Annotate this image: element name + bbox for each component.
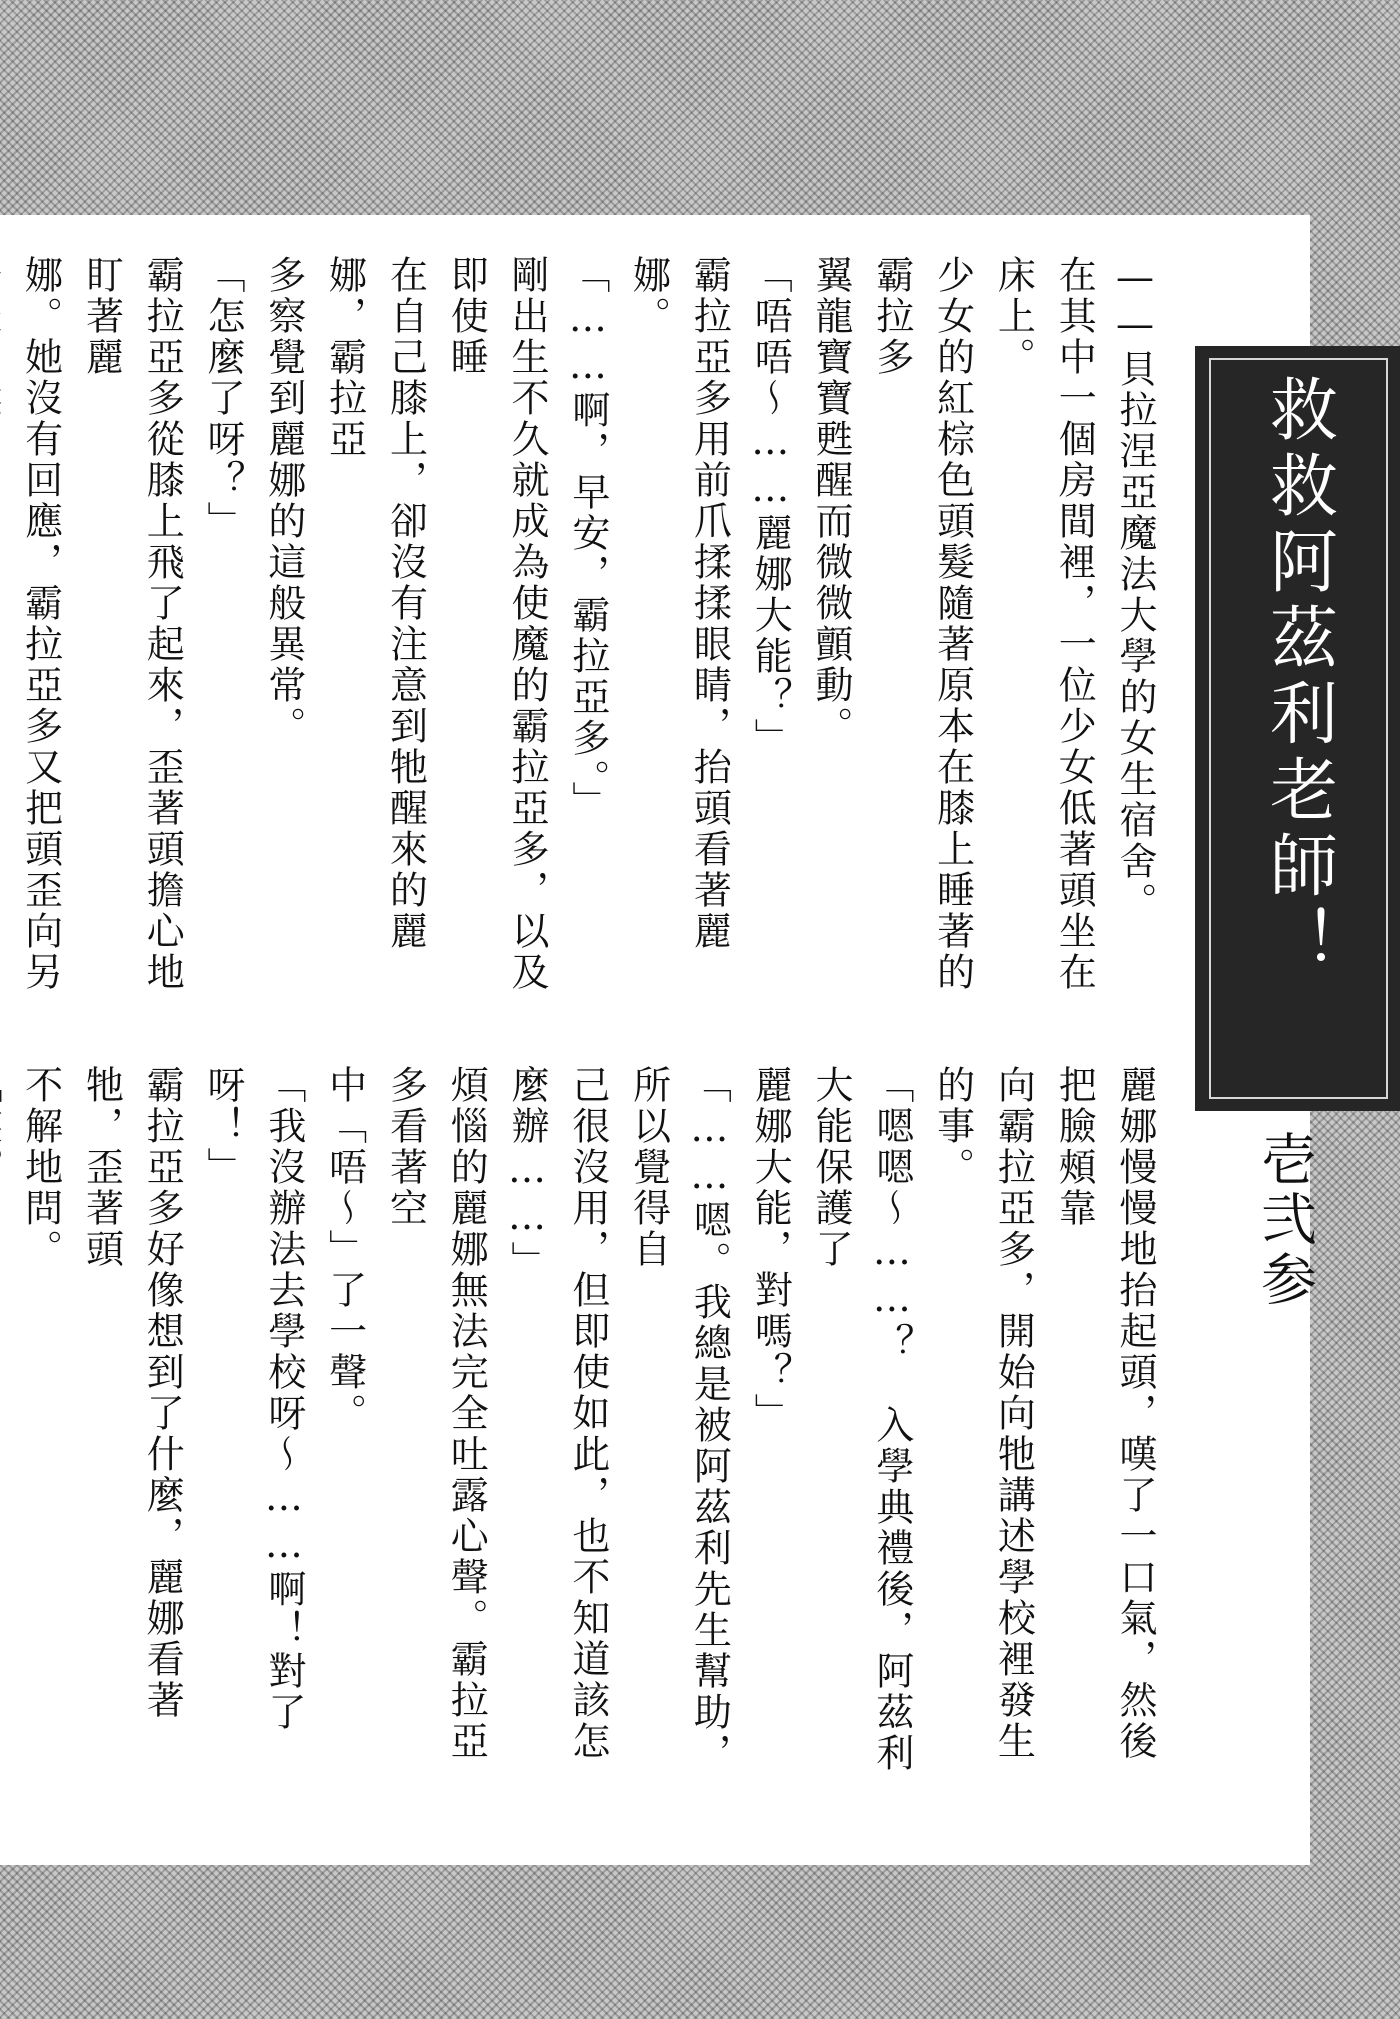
chapter-title-block: [1195, 346, 1400, 1111]
text-line: 霸拉亞多好像想到了什麼，麗娜看著牠，歪著頭: [79, 1065, 185, 1721]
page-number: 壱弐参: [1252, 1130, 1317, 1310]
text-line: 煩惱的麗娜無法完全吐露心聲。霸拉亞多看著空: [383, 1065, 489, 1762]
text-line: 「怎麼了呀？」: [201, 255, 246, 542]
text-line: 在自己膝上，卻沒有注意到牠醒來的麗娜，霸拉亞: [322, 255, 428, 952]
text-line: 「唔唔～……麗娜大能？」: [748, 255, 793, 759]
text-line: 「……嗯。我總是被阿茲利先生幫助，所以覺得自: [626, 1065, 732, 1774]
text-line: 向霸拉亞多，開始向牠講述學校裡發生的事。: [930, 1065, 1036, 1762]
text-line: 霸拉亞多從膝上飛了起來，歪著頭擔心地盯著麗: [79, 255, 185, 993]
text-line: 翼龍寶寶甦醒而微微顫動。: [809, 255, 854, 747]
chapter-title: 救救阿茲利老師！: [1258, 374, 1338, 982]
text-line: 麗娜慢慢地抬起頭，嘆了一口氣，然後把臉頰靠: [1052, 1065, 1157, 1762]
text-line: 麗娜大能，對嗎？」: [748, 1065, 793, 1434]
text-line: 「……啊，早安，霸拉亞多。」: [565, 255, 610, 822]
text-line: 在其中一個房間裡，一位少女低著頭坐在床上。: [991, 255, 1097, 993]
text-line: 霸拉亞多用前爪揉揉眼睛，抬頭看著麗娜。: [626, 255, 732, 952]
text-line: 「我沒辦法去學校呀～……啊！對了呀！」: [201, 1065, 306, 1733]
body-text: [18, 255, 1165, 1795]
lower-text-block: [18, 1065, 1165, 1795]
text-line: 娜。她沒有回應，霸拉亞多又把頭歪向另: [18, 255, 63, 993]
text-line: [0, 1065, 10, 1795]
upper-text-block: [18, 255, 1165, 1025]
text-line: 中「唔～」了一聲。: [322, 1065, 367, 1434]
text-line: 剛出生不久就成為使魔的霸拉亞多，以及即使睡: [444, 255, 550, 993]
text-line: 多察覺到麗娜的這般異常。: [261, 255, 306, 747]
text-line: 己很沒用，但即使如此，也不知道該怎麼辦……」: [505, 1065, 610, 1762]
text-line: ——貝拉涅亞魔法大學的女生宿舍。: [1113, 255, 1157, 923]
text-line: 少女的紅棕色頭髮隨著原本在膝上睡著的霸拉多: [869, 255, 975, 993]
text-line: 不解地問。: [18, 1065, 63, 1270]
text-line: 「嗯嗯～……？ 入學典禮後，阿茲利大能保護了: [809, 1065, 914, 1774]
